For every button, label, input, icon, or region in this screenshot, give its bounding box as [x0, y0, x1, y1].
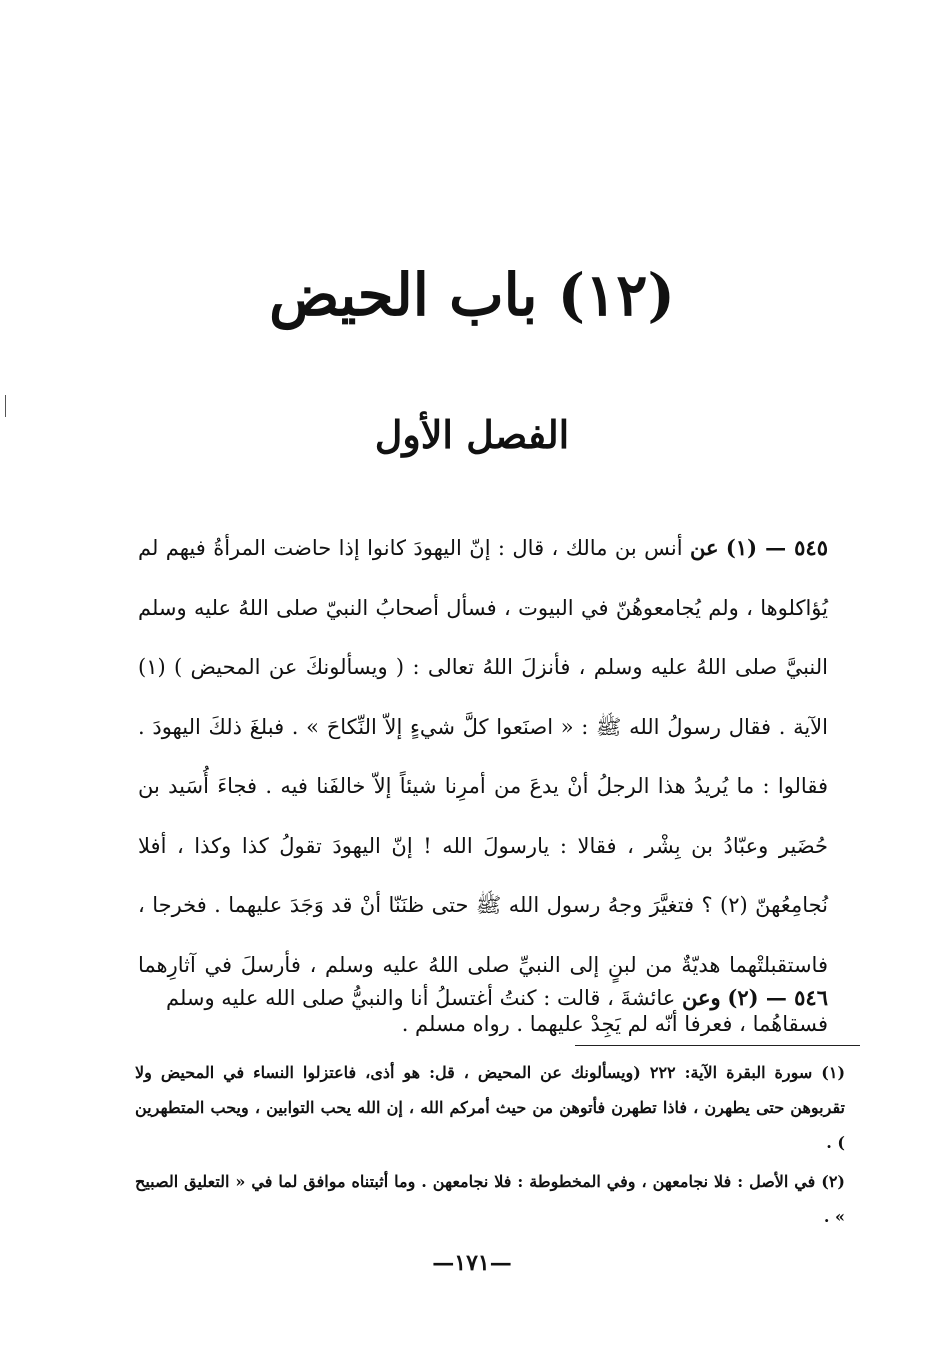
footnotes	[135, 1055, 845, 1238]
hadith-545-narrator: عن	[689, 535, 719, 560]
hadith-546	[138, 968, 828, 1029]
hadith-546-text: عائشةَ ، قالت : كنتُ أغتسلُ أنا والنبيُّ صلى الله عليه وسلم	[165, 986, 676, 1010]
chapter-title: (١٢) باب الحيض	[269, 261, 675, 329]
hadith-545-number: ٥٤٥ — (١)	[725, 535, 828, 560]
page-number: —١٧١—	[432, 1250, 512, 1276]
hadith-546-narrator: وعن	[682, 985, 721, 1010]
margin-mark	[5, 395, 6, 417]
section-title: الفصل الأول	[374, 412, 570, 457]
footnote-2: (٢) في الأصل : فلا نجامعهن ، وفي المخطوطة : فلا نجامعهن . وما أثبتناه موافق لما في « التعليق الصبيح » .	[135, 1172, 845, 1226]
hadith-546-number: ٥٤٦ — (٢)	[727, 985, 828, 1010]
footnote-separator	[575, 1045, 860, 1046]
hadith-545-text: أنس بن مالك ، قال : إنّ اليهودَ كانوا إذا حاضت المرأةُ فيهم لم يُؤاكلوها ، ولم يُجامعوهُنّ في البيوت ، فسأل أصحابُ النبيّ صلى اللهُ عليه وسلم النبيَّ صلى اللهُ عليه وسلم ، فأنزلَ اللهُ تعالى : ( ويسألونكَ عن المحيض ) (١) الآية . فقال رسولُ الله ﷺ : « اصنَعوا كلَّ شيءٍ إلاّ النِّكاحَ » . فبلغَ ذلكَ اليهودَ . فقالوا : ما يُريدُ هذا الرجلُ أنْ يدعَ من أمرِنا شيئاً إلاّ خالفَنا فيه . فجاءَ أُسَيد بن حُضَير وعبّادُ بن بِشْر ، فقالا : يارسولَ الله ! إنّ اليهودَ تقولُ كذا وكذا ، أفلا نُجامِعُهنّ (٢) ؟ فتغيَّرَ وجهُ رسول الله ﷺ حتى ظنَنّا أنْ قد وَجَدَ عليهما . فخرجا ، فاستقبلتْهما هديّةٌ من لبنٍ إلى النبيِّ صلى اللهُ عليه وسلم ، فأرسلَ في آثارِهما فسقاهُما ، فعرفا أنّه لم يَجِدْ عليهما . رواه مسلم .	[138, 536, 828, 1036]
footnote-1: (١) سورة البقرة الآية: ٢٢٢ (ويسألونك عن المحيض ، قل: هو أذى، فاعتزلوا النساء في المحيض ولا تقربوهن حتى يطهرن ، فاذا تطهرن فأتوهن من حيث أمركم الله ، إن الله يحب التوابين ، ويحب المتطهرين ) .	[135, 1063, 846, 1152]
